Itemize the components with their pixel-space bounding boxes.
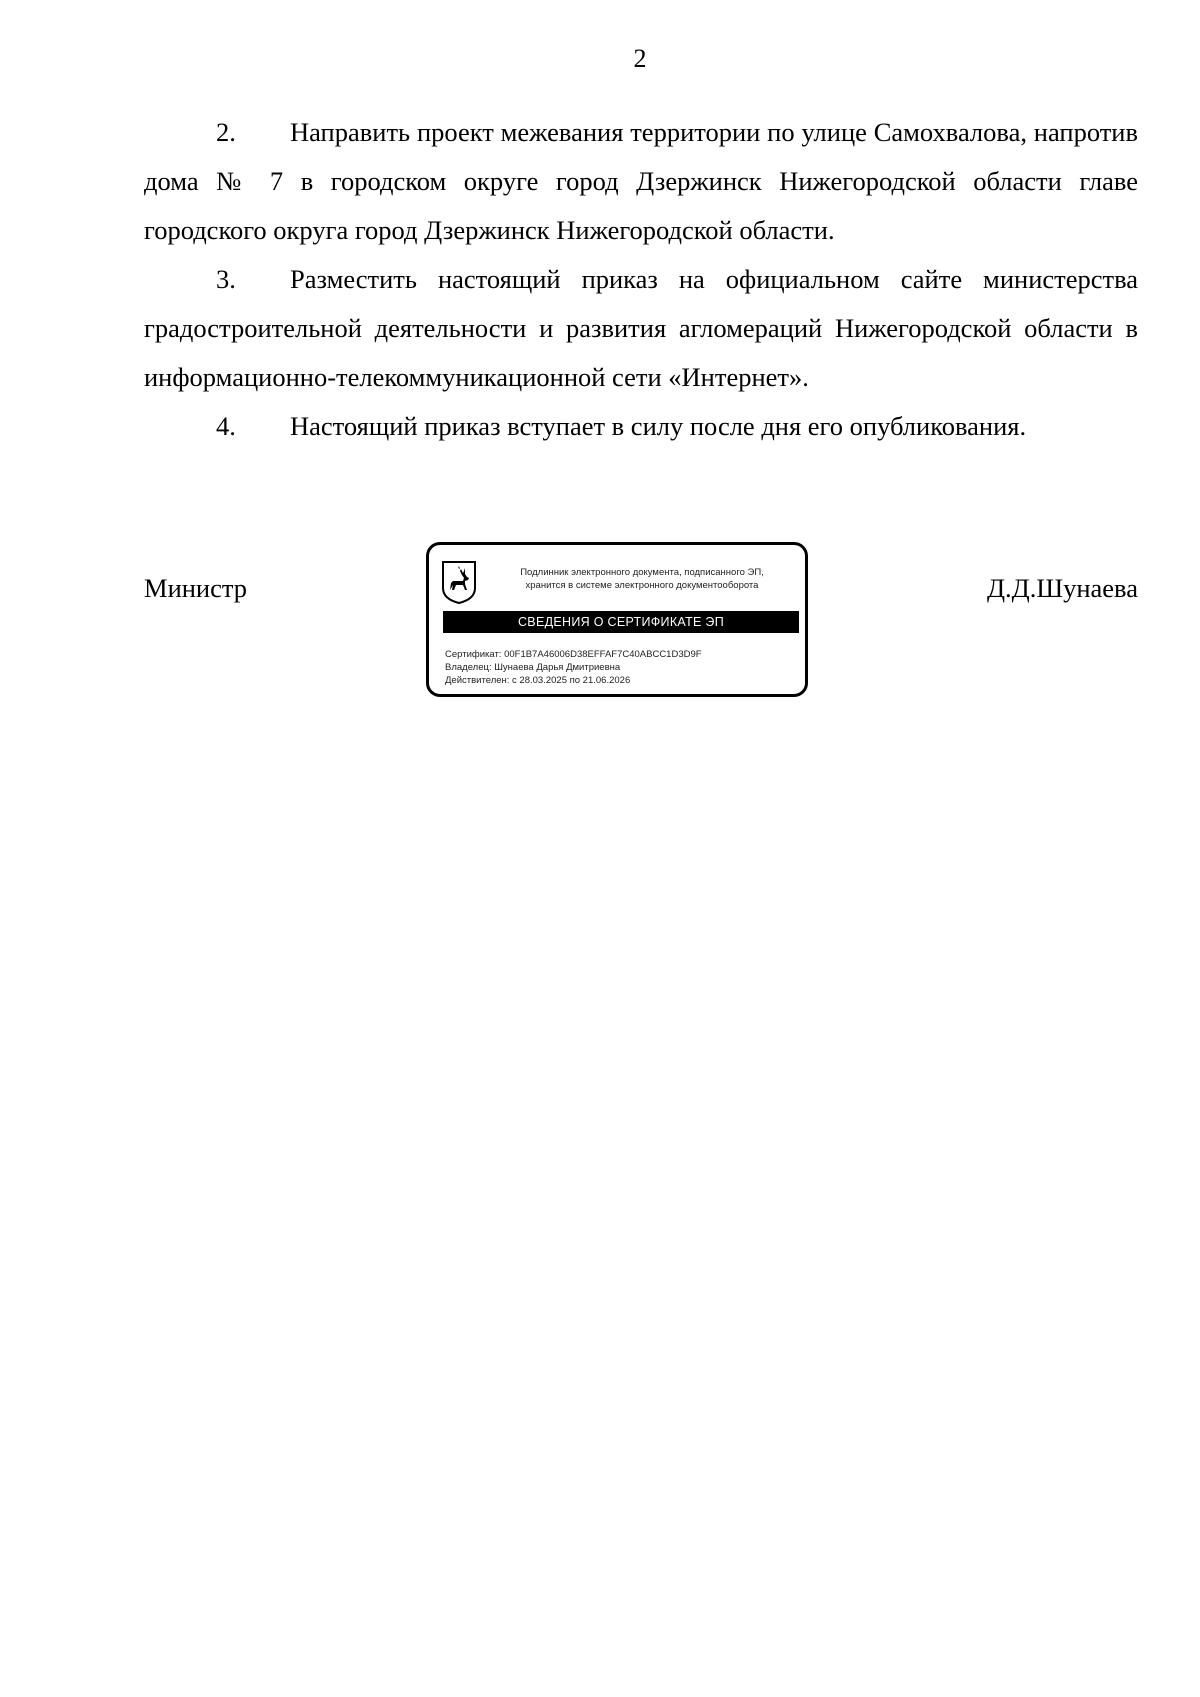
paragraph-number: 2. [216, 117, 236, 147]
paragraph-text: Настоящий приказ вступает в силу после дня его опубликования. [290, 411, 1027, 441]
signatory-name: Д.Д.Шунаева [986, 573, 1138, 603]
certificate-details [445, 648, 801, 687]
paragraph-4 [144, 402, 1138, 451]
stamp-header-line: хранится в системе электронного документооборота [525, 580, 759, 591]
paragraph-3 [144, 255, 1138, 402]
order-body [144, 108, 1138, 451]
signatory-title: Министр [144, 573, 248, 603]
deer-emblem-icon [441, 560, 477, 604]
stamp-header [493, 566, 791, 592]
certificate-validity: Действителен: с 28.03.2025 по 21.06.2026 [445, 675, 631, 686]
paragraph-2 [144, 108, 1138, 255]
certificate-info-title: СВЕДЕНИЯ О СЕРТИФИКАТЕ ЭП [443, 611, 799, 633]
paragraph-text: Разместить настоящий приказ на официальном сайте министерства градостроительной деятельности и развития агломераций Нижегородской области в информационно-телекоммуникационной сети «Интернет». [144, 264, 1138, 392]
page-number: 2 [633, 44, 647, 73]
certificate-owner: Владелец: Шунаева Дарья Дмитриевна [445, 662, 621, 673]
paragraph-number: 4. [216, 411, 236, 441]
electronic-signature-stamp [426, 542, 808, 697]
stamp-header-line: Подлинник электронного документа, подписанного ЭП, [520, 567, 764, 578]
paragraph-text: Направить проект межевания территории по улице Самохвалова, напротив дома № 7 в городском округе город Дзержинск Нижегородской области главе городского округа город Дзержинск Нижегородской области. [144, 117, 1138, 245]
paragraph-number: 3. [216, 264, 236, 294]
certificate-number: Сертификат: 00F1B7A46006D38EFFAF7C40ABCC1D3D9F [445, 649, 702, 660]
